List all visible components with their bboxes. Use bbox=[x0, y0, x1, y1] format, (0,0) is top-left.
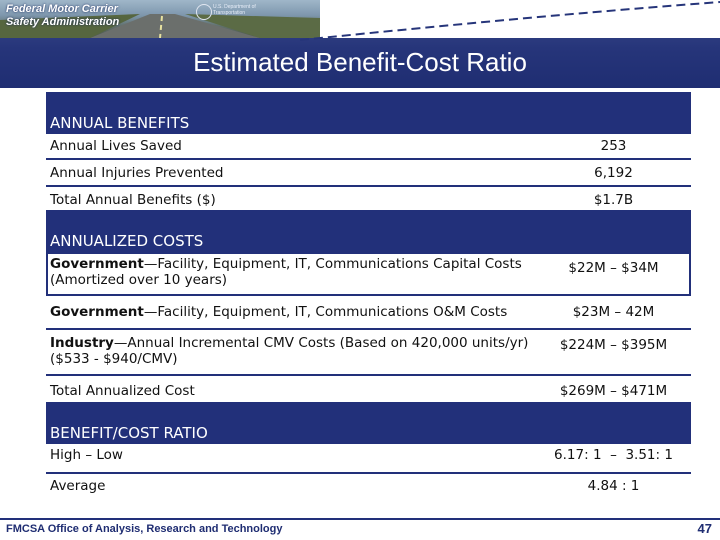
agency-line-1: Federal Motor Carrier bbox=[6, 3, 118, 15]
row-label-text: —Facility, Equipment, IT, Communications O&M Costs bbox=[143, 304, 508, 320]
row-label: High – Low bbox=[50, 447, 123, 463]
row-label bbox=[50, 304, 538, 320]
row-label bbox=[50, 256, 538, 288]
section-header-ratio bbox=[46, 402, 691, 444]
agency-name bbox=[6, 3, 119, 29]
row-label-bold: Industry bbox=[50, 335, 114, 351]
benefit-cost-table bbox=[46, 92, 691, 504]
row-label: Annual Injuries Prevented bbox=[50, 165, 224, 181]
row-value: $22M – $34M bbox=[568, 260, 659, 276]
table-row bbox=[46, 444, 691, 474]
table-row bbox=[46, 330, 691, 376]
dot-wordmark: U.S. Department of Transportation bbox=[213, 4, 256, 16]
footer-divider bbox=[0, 518, 720, 520]
page-title: Estimated Benefit-Cost Ratio bbox=[193, 47, 527, 77]
header-banner bbox=[0, 0, 720, 88]
table-row bbox=[46, 187, 691, 210]
section-title: BENEFIT/COST RATIO bbox=[50, 424, 208, 442]
table-row bbox=[46, 252, 691, 296]
row-value: 253 bbox=[600, 138, 627, 154]
row-value: 6.17: 1 – 3.51: 1 bbox=[554, 447, 673, 463]
row-label bbox=[50, 335, 538, 367]
row-label: Total Annualized Cost bbox=[50, 383, 195, 399]
row-label-bold: Government bbox=[50, 256, 144, 272]
row-value: $23M – 42M bbox=[572, 304, 655, 320]
row-value: 6,192 bbox=[594, 165, 633, 181]
agency-line-2: Safety Administration bbox=[6, 16, 120, 28]
row-value: $269M – $471M bbox=[559, 383, 668, 399]
table-row bbox=[46, 296, 691, 330]
row-label: Annual Lives Saved bbox=[50, 138, 182, 154]
row-label-bold: Government bbox=[50, 304, 144, 320]
row-value: $224M – $395M bbox=[559, 337, 668, 353]
row-label: Average bbox=[50, 478, 106, 494]
table-row bbox=[46, 160, 691, 187]
page-number: 47 bbox=[697, 521, 712, 536]
row-value: $1.7B bbox=[593, 192, 634, 208]
table-row bbox=[46, 474, 691, 504]
section-title: ANNUALIZED COSTS bbox=[50, 232, 204, 250]
table-row bbox=[46, 134, 691, 160]
row-value: 4.84 : 1 bbox=[587, 478, 640, 494]
highway-photo bbox=[0, 0, 320, 38]
dot-seal-icon bbox=[196, 4, 212, 20]
section-title: ANNUAL BENEFITS bbox=[50, 114, 190, 132]
footer-text: FMCSA Office of Analysis, Research and Technology bbox=[6, 523, 283, 535]
row-label: Total Annual Benefits ($) bbox=[50, 192, 216, 208]
section-header-costs bbox=[46, 210, 691, 252]
row-label-text: —Annual Incremental CMV Costs (Based on 420,000 units/yr) ($533 - $940/CMV) bbox=[50, 335, 529, 367]
row-label-text: —Facility, Equipment, IT, Communications Capital Costs (Amortized over 10 years) bbox=[50, 256, 522, 288]
table-row bbox=[46, 376, 691, 402]
road-line-decoration bbox=[300, 0, 720, 44]
section-header-benefits bbox=[46, 92, 691, 134]
